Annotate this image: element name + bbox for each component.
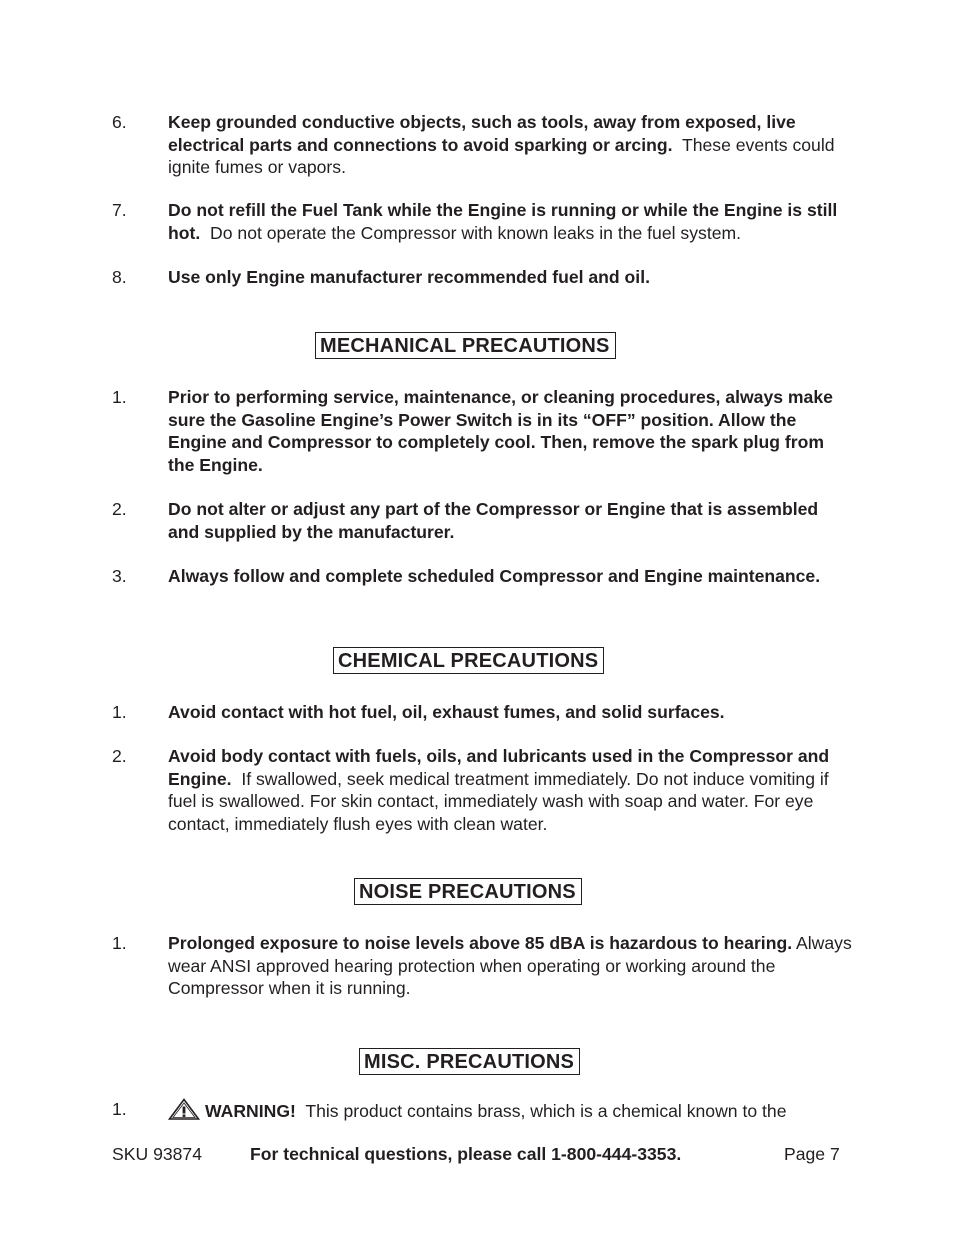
item-text: If swallowed, seek medical treatment immediately. Do not induce vomiting if fuel is swallowed. For skin contact, immediately wash with soap and water. For eye contact, immediately flush eyes with clean water. [168, 768, 829, 834]
item-bold-text: Prolonged exposure to noise levels above 85 dBA is hazardous to hearing. [168, 933, 793, 953]
item-number: 2. [112, 499, 127, 519]
item-number: 7. [112, 200, 127, 220]
list-item [112, 199, 852, 244]
item-bold-text: Use only Engine manufacturer recommended fuel and oil. [168, 267, 650, 287]
item-bold-text: Avoid contact with hot fuel, oil, exhaust fumes, and solid surfaces. [168, 702, 725, 722]
item-number: 6. [112, 112, 127, 132]
list-item [112, 266, 852, 289]
list-item [112, 498, 852, 543]
page-number: Page 7 [784, 1144, 840, 1164]
list-item [112, 932, 852, 1000]
list-item [112, 701, 852, 724]
item-number: 8. [112, 267, 127, 287]
section-heading-misc: MISC. PRECAUTIONS [359, 1048, 580, 1075]
list-item [112, 111, 852, 179]
item-text: Do not operate the Compressor with known leaks in the fuel system. [210, 222, 742, 243]
section-heading-chemical: CHEMICAL PRECAUTIONS [333, 647, 604, 674]
footer-sku: SKU 93874 [112, 1144, 202, 1164]
item-bold-text: Do not alter or adjust any part of the Compressor or Engine that is assembled and supplied by the manufacturer. [168, 499, 819, 542]
item-text: Always wear ANSI approved hearing protection when operating or working around the Compressor when it is running. [168, 933, 852, 998]
item-bold-text: Prior to performing service, maintenance, or cleaning procedures, always make sure the Gasoline Engine’s Power Switch is in its “OFF” position. Allow the Engine and Compressor to completely cool. Then, remove the spark plug from the Engine. [168, 387, 833, 475]
item-number: 1. [112, 1099, 127, 1119]
list-item [112, 565, 852, 588]
warning-triangle-icon [168, 1098, 200, 1126]
item-number: 3. [112, 566, 127, 586]
list-item [112, 1098, 852, 1126]
item-bold-text: Do not refill the Fuel Tank while the Engine is running or while the Engine is still hot. [168, 200, 838, 243]
section-heading-mechanical: MECHANICAL PRECAUTIONS [315, 332, 616, 359]
list-item [112, 745, 852, 835]
item-number: 1. [112, 387, 127, 407]
footer-contact: For technical questions, please call 1-800-444-3353. [250, 1144, 682, 1164]
list-item [112, 386, 852, 476]
item-number: 2. [112, 746, 127, 766]
item-bold-text: Keep grounded conductive objects, such as tools, away from exposed, live electrical parts and connections to avoid sparking or arcing. [168, 112, 796, 155]
item-number: 1. [112, 702, 127, 722]
section-heading-noise: NOISE PRECAUTIONS [354, 878, 582, 905]
item-number: 1. [112, 933, 127, 953]
item-bold-text: Always follow and complete scheduled Compressor and Engine maintenance. [168, 566, 821, 586]
item-text: This product contains brass, which is a chemical known to the [305, 1101, 787, 1121]
item-text: These events could ignite fumes or vapors. [168, 134, 835, 177]
item-bold-text: Avoid body contact with fuels, oils, and lubricants used in the Compressor and Engine. [168, 746, 830, 789]
item-bold-text: WARNING! [205, 1101, 296, 1121]
